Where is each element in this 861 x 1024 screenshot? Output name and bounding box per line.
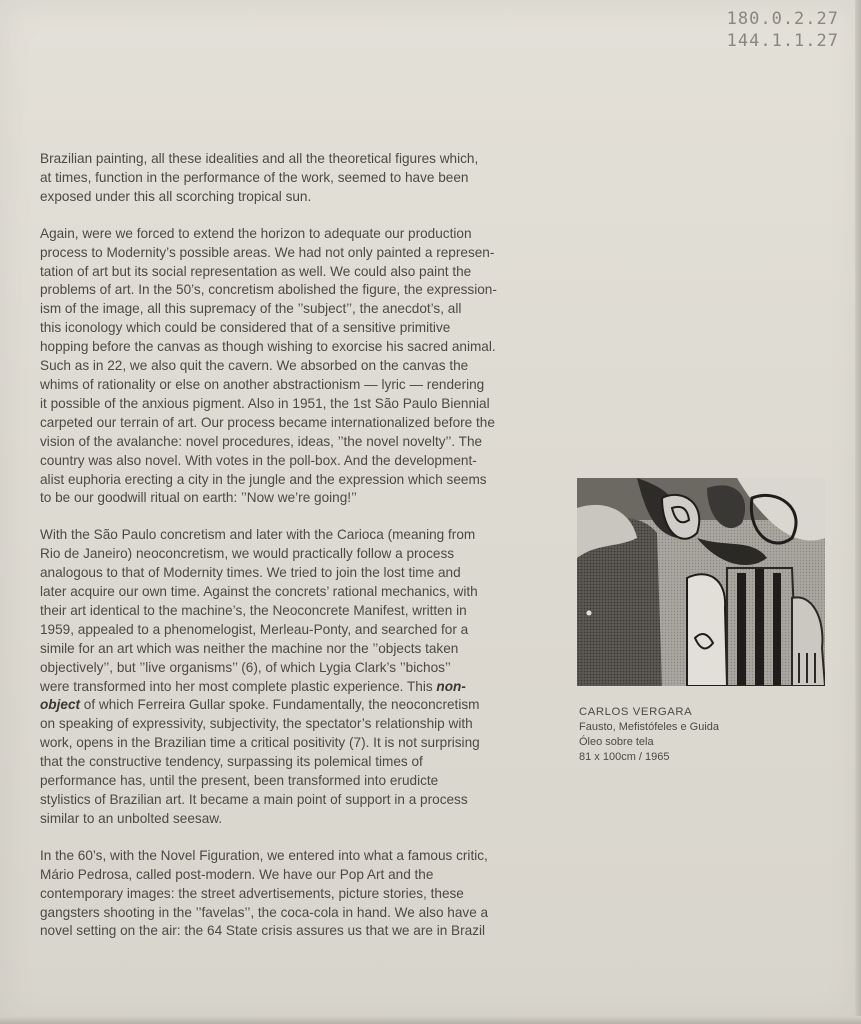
artwork-caption bbox=[579, 705, 819, 765]
text-line: later acquire our own time. Against the concrets’ rational mechanics, with bbox=[40, 584, 478, 600]
text-line: hopping before the canvas as though wishing to exorcise his sacred animal. bbox=[40, 339, 496, 355]
text-fragment: were transformed into her most complete plastic experience. This bbox=[40, 678, 437, 694]
artwork-reproduction bbox=[577, 478, 825, 686]
text-line: vision of the avalanche: novel procedures, ideas, ’’the novel novelty’’. The bbox=[40, 433, 483, 449]
text-line: work, opens in the Brazilian time a critical positivity (7). It is not surprising bbox=[40, 735, 480, 751]
text-line: Again, were we forced to extend the horizon to adequate our production bbox=[40, 225, 472, 241]
text-line: to be our goodwill ritual on earth: ’’Now we’re going!’’ bbox=[40, 490, 357, 506]
text-line: contemporary images: the street advertisements, picture stories, these bbox=[40, 885, 464, 901]
text-line: their art identical to the machine’s, the Neoconcrete Manifest, written in bbox=[40, 602, 467, 618]
text-line: Mário Pedrosa, called post-modern. We have our Pop Art and the bbox=[40, 866, 434, 882]
text-line: that the constructive tendency, surpassing its polemical times of bbox=[40, 754, 423, 770]
caption-title: Fausto, Mefistófeles e Guida bbox=[579, 721, 720, 733]
text-line: exposed under this all scorching tropical sun. bbox=[40, 188, 312, 204]
text-line: ism of the image, all this supremacy of the ’’subject’’, the anecdot’s, all bbox=[40, 301, 462, 317]
text-line: With the São Paulo concretism and later with the Carioca (meaning from bbox=[40, 527, 476, 543]
text-line bbox=[40, 696, 565, 715]
caption-medium: Óleo sobre tela bbox=[579, 736, 654, 748]
caption-artist: CARLOS VERGARA bbox=[579, 706, 693, 718]
essay-text bbox=[40, 150, 565, 959]
text-line: carpeted our terrain of art. Our process became internationalized before the bbox=[40, 414, 495, 430]
caption-size-year: 81 x 100cm / 1965 bbox=[579, 751, 670, 763]
paragraph-3 bbox=[40, 526, 565, 829]
text-line: gangsters shooting in the ’’favelas’’, the coca-cola in hand. We also have a bbox=[40, 904, 489, 920]
page-edge-right bbox=[855, 0, 861, 1024]
inventory-line-2: 144.1.1.27 bbox=[726, 31, 839, 51]
text-line: stylistics of Brazilian art. It became a main point of support in a process bbox=[40, 792, 468, 807]
text-line: analogous to that of Modernity times. We tried to join the lost time and bbox=[40, 565, 461, 581]
text-line: Brazilian painting, all these idealities and all the theoretical figures which, bbox=[40, 151, 479, 166]
inventory-line-1: 180.0.2.27 bbox=[726, 9, 839, 29]
text-line: objectively’’, but ’’live organisms’’ (6), of which Lygia Clark’s ’’bichos’’ bbox=[40, 659, 451, 675]
text-line bbox=[40, 678, 565, 697]
paragraph-2 bbox=[40, 225, 565, 509]
page-edge-bottom bbox=[0, 1016, 861, 1024]
text-line: novel setting on the air: the 64 State crisis assures us that we are in Brazil bbox=[40, 923, 486, 939]
text-line: performance has, until the present, been transformed into erudicte bbox=[40, 773, 439, 789]
text-line: In the 60’s, with the Novel Figuration, we entered into what a famous critic, bbox=[40, 847, 488, 863]
text-line: simile for an art which was neither the machine nor the ’’objects taken bbox=[40, 640, 459, 656]
text-line: on speaking of expressivity, subjectivity, the spectator’s relationship with bbox=[40, 716, 473, 732]
paragraph-4 bbox=[40, 847, 565, 942]
text-line: at times, function in the performance of the work, seemed to have been bbox=[40, 169, 469, 185]
text-line: it possible of the anxious pigment. Also in 1951, the 1st São Paulo Biennial bbox=[40, 395, 490, 411]
text-line: similar to an unbolted seesaw. bbox=[40, 810, 223, 826]
text-line: Rio de Janeiro) neoconcretism, we would practically follow a process bbox=[40, 546, 455, 562]
emphasized-text: object bbox=[40, 697, 81, 713]
text-line: country was also novel. With votes in the poll-box. And the development- bbox=[40, 452, 477, 468]
text-fragment: of which Ferreira Gullar spoke. Fundamentally, the neoconcretism bbox=[80, 697, 480, 713]
text-line: this iconology which could be considered that of a sensitive primitive bbox=[40, 320, 451, 336]
paragraph-1 bbox=[40, 150, 565, 207]
text-line: Such as in 22, we also quit the cavern. We absorbed on the canvas the bbox=[40, 358, 469, 374]
text-line: alist euphoria erecting a city in the jungle and the expression which seems bbox=[40, 471, 487, 487]
text-line: process to Modernity’s possible areas. We had not only painted a represen- bbox=[40, 244, 495, 260]
painting-image bbox=[577, 478, 825, 686]
inventory-number bbox=[727, 8, 839, 52]
text-line: tation of art but its social representation as well. We could also paint the bbox=[40, 263, 472, 279]
text-line: problems of art. In the 50’s, concretism abolished the figure, the expression- bbox=[40, 282, 497, 298]
text-line: whims of rationality or else on another abstractionism — lyric — rendering bbox=[40, 376, 485, 392]
text-line: 1959, appealed to a phenomelogist, Merleau-Ponty, and searched for a bbox=[40, 621, 469, 637]
emphasized-text: non- bbox=[436, 678, 466, 694]
